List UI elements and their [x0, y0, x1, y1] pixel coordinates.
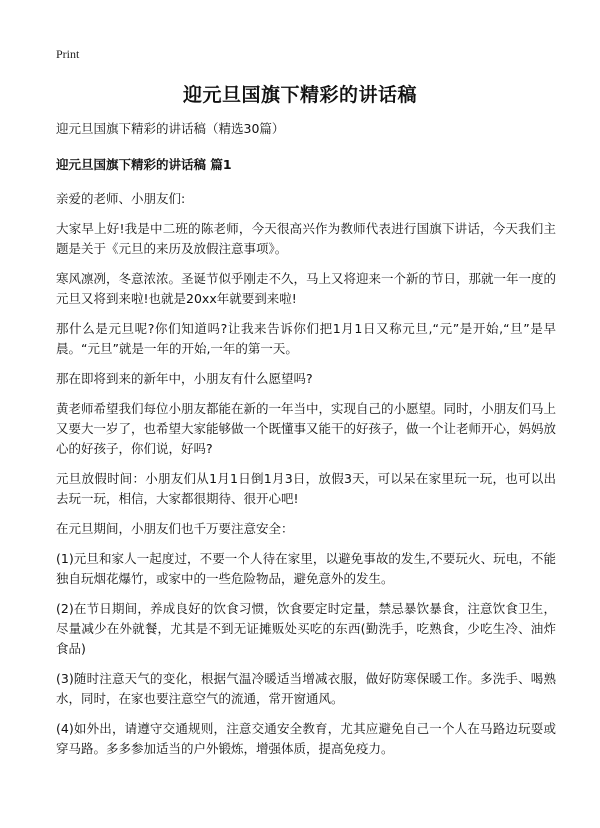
paragraph: 寒风凛冽，冬意浓浓。圣诞节似乎刚走不久，马上又将迎来一个新的节日，那就一年一度的元旦又将到来啦!也就是20xx年就要到来啦!	[56, 271, 557, 306]
paragraph: 元旦放假时间：小朋友们从1月1日倒1月3日，放假3天，可以呆在家里玩一玩，也可以出去玩一玩，相信，大家都很期待、很开心吧!	[56, 471, 556, 506]
paragraph: 那在即将到来的新年中，小朋友有什么愿望吗?	[56, 371, 313, 386]
paragraph: (4)如外出，请遵守交通规则，注意交通安全教育，尤其应避免自己一个人在马路边玩耍或穿马路。多多参加适当的户外锻炼，增强体质，提高免疫力。	[56, 721, 556, 756]
print-link[interactable]: Print	[56, 47, 80, 61]
section-heading: 迎元旦国旗下精彩的讲话稿 篇1	[56, 157, 232, 172]
paragraph: 在元旦期间，小朋友们也千万要注意安全：	[56, 521, 294, 536]
paragraph: 那什么是元旦呢?你们知道吗?让我来告诉你们把1月1日又称元旦,“元”是开始,“旦”是早晨。“元旦”就是一年的开始,一年的第一天。	[56, 321, 556, 356]
page-title: 迎元旦国旗下精彩的讲话稿	[182, 84, 417, 106]
paragraph: (3)随时注意天气的变化，根据气温冷暖适当增减衣服，做好防寒保暖工作。多洗手、喝熟水，同时，在家也要注意空气的流通，常开窗通风。	[56, 671, 556, 706]
paragraph: 黄老师希望我们每位小朋友都能在新的一年当中，实现自己的小愿望。同时，小朋友们马上又要大一岁了，也希望大家能够做一个既懂事又能干的好孩子，做一个让老师开心，妈妈放心的好孩子，你们说，好吗?	[56, 401, 557, 456]
article-subtitle: 迎元旦国旗下精彩的讲话稿（精选30篇）	[56, 121, 285, 136]
paragraph: 大家早上好!我是中二班的陈老师，今天很高兴作为教师代表进行国旗下讲话，今天我们主题是关于《元旦的来历及放假注意事项》。	[56, 221, 556, 256]
paragraph-greeting: 亲爱的老师、小朋友们:	[56, 191, 186, 206]
article-body	[56, 121, 556, 769]
paragraph: (1)元旦和家人一起度过，不要一个人待在家里，以避免事故的发生,不要玩火、玩电，不能独自玩烟花爆竹，或家中的一些危险物品，避免意外的发生。	[56, 551, 556, 586]
paragraph: (2)在节日期间，养成良好的饮食习惯，饮食要定时定量，禁忌暴饮暴食，注意饮食卫生，尽量减少在外就餐，尤其是不到无证摊贩处买吃的东西(勤洗手，吃熟食，少吃生冷、油炸食品)	[56, 601, 556, 656]
